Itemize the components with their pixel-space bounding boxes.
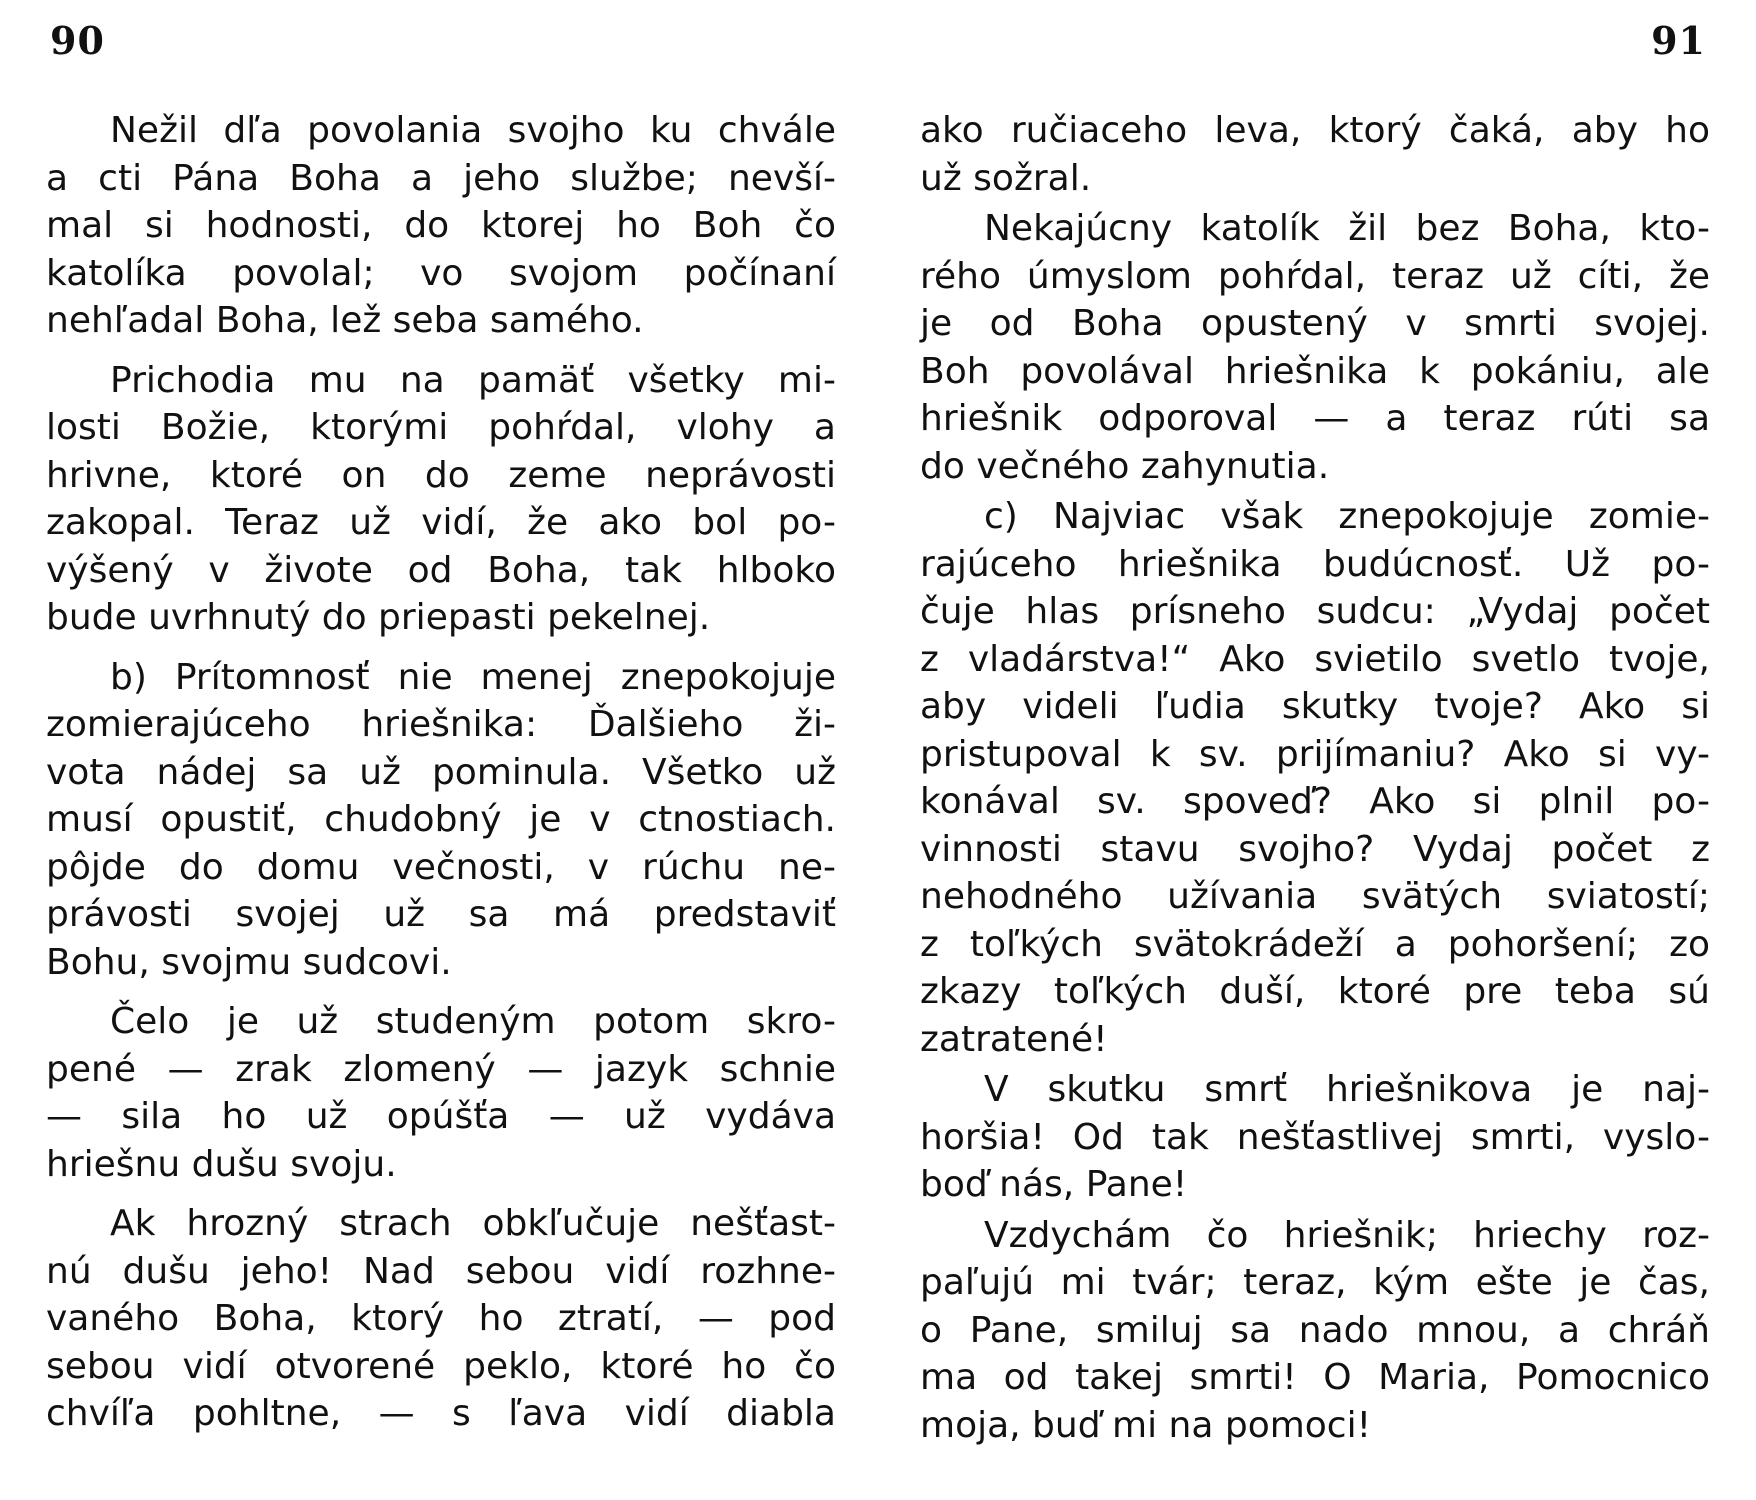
text-line: konával sv. spoveď? Ako si plnil po- xyxy=(920,781,1710,822)
text-line: je od Boha opustený v smrti svojej. xyxy=(920,303,1710,344)
page-number: 91 xyxy=(1651,18,1706,63)
text-line: nehodného užívania svätých sviatostí; xyxy=(920,876,1710,917)
text-line: pené — zrak zlomený — jazyk schnie xyxy=(46,1048,836,1090)
text-line: vinnosti stavu svojho? Vydaj počet z xyxy=(920,828,1710,870)
text-line: hriešnik odporoval — a teraz rúti sa xyxy=(920,398,1710,439)
text-line: vaného Boha, ktorý ho ztratí, — pod xyxy=(46,1298,836,1339)
text-line: zkazy toľkých duší, ktoré pre teba sú xyxy=(920,971,1710,1012)
text-line: katolíka povolal; vo svojom počínaní xyxy=(46,252,836,294)
text-line: do večného zahynutia. xyxy=(920,445,1330,487)
text-line: Boh povolával hriešnika k pokániu, ale xyxy=(920,350,1710,392)
text-line: čuje hlas prísneho sudcu: „Vydaj počet xyxy=(920,591,1710,632)
paragraph xyxy=(920,493,1710,1063)
text-line: V skutku smrť hriešnikova je naj- xyxy=(984,1069,1710,1110)
text-line: už sožral. xyxy=(920,157,1092,199)
text-line: ma od takej smrti! O Maria, Pomocnico xyxy=(920,1357,1710,1398)
paragraph xyxy=(46,654,836,987)
text-line: zatratené! xyxy=(920,1018,1108,1060)
paragraph xyxy=(920,107,1710,202)
text-line: výšený v živote od Boha, tak hlboko xyxy=(46,549,836,591)
text-line: Bohu, svojmu sudcovi. xyxy=(46,941,452,983)
text-line: zomierajúceho hriešnika: Ďalšieho ži- xyxy=(46,704,836,745)
text-line: právosti svojej už sa má predstaviť xyxy=(46,894,836,935)
text-line: hriešnu dušu svoju. xyxy=(46,1143,397,1185)
page-text xyxy=(46,107,836,1438)
text-line: rajúceho hriešnika budúcnosť. Už po- xyxy=(920,543,1710,585)
text-line: bude uvrhnutý do priepasti pekelnej. xyxy=(46,597,711,638)
text-line: aby videli ľudia skutky tvoje? Ako si xyxy=(920,686,1710,727)
text-line: Čelo je už studeným potom skro- xyxy=(110,1001,836,1042)
text-line: boď nás, Pane! xyxy=(920,1164,1188,1205)
text-line: z vladárstva!“ Ako svietilo svetlo tvoje, xyxy=(920,638,1710,680)
text-line: pôjde do domu večnosti, v rúchu ne- xyxy=(46,846,836,888)
text-line: rého úmyslom pohŕdal, teraz už cíti, že xyxy=(920,255,1710,297)
text-line: moja, buď mi na pomoci! xyxy=(920,1404,1372,1446)
text-line: Ak hrozný strach obkľučuje nešťast- xyxy=(110,1203,836,1244)
paragraph xyxy=(46,1200,836,1438)
text-line: c) Najviac však znepokojuje zomie- xyxy=(984,496,1710,537)
text-line: o Pane, smiluj sa nado mnou, a chráň xyxy=(920,1309,1710,1351)
text-line: nehľadal Boha, lež seba samého. xyxy=(46,300,644,341)
paragraph xyxy=(920,1212,1710,1450)
text-line: zakopal. Teraz už vidí, že ako bol po- xyxy=(46,502,836,543)
text-line: z toľkých svätokrádeží a pohoršení; zo xyxy=(920,923,1710,965)
paragraph xyxy=(920,205,1710,490)
text-line: horšia! Od tak nešťastlivej smrti, vyslo- xyxy=(920,1116,1710,1158)
text-line: mal si hodnosti, do ktorej ho Boh čo xyxy=(46,205,836,246)
text-line: Prichodia mu na pamäť všetky mi- xyxy=(110,359,836,401)
paragraph xyxy=(46,357,836,642)
text-line: b) Prítomnosť nie menej znepokojuje xyxy=(110,656,836,698)
paragraph xyxy=(46,107,836,345)
page-text xyxy=(920,107,1710,1449)
text-line: Vzdychám čo hriešnik; hriechy roz- xyxy=(984,1214,1710,1256)
text-line: vota nádej sa už pominula. Všetko už xyxy=(46,751,836,793)
text-line: losti Božie, ktorými pohŕdal, vlohy a xyxy=(46,407,836,448)
text-line: musí opustiť, chudobný je v ctnostiach. xyxy=(46,799,836,840)
right-page xyxy=(878,0,1756,1500)
text-line: a cti Pána Boha a jeho službe; nevší- xyxy=(46,157,836,199)
text-line: nú dušu jeho! Nad sebou vidí rozhne- xyxy=(46,1250,836,1292)
text-line: chvíľa pohltne, — s ľava vidí diabla xyxy=(46,1393,836,1434)
text-line: paľujú mi tvár; teraz, kým ešte je čas, xyxy=(920,1262,1710,1303)
text-line: sebou vidí otvorené peklo, ktoré ho čo xyxy=(46,1345,836,1387)
page-number: 90 xyxy=(50,18,105,63)
text-line: Nekajúcny katolík žil bez Boha, kto- xyxy=(984,208,1710,249)
text-line: — sila ho už opúšťa — už vydáva xyxy=(46,1096,836,1137)
paragraph xyxy=(920,1066,1710,1209)
text-line: hrivne, ktoré on do zeme neprávosti xyxy=(46,454,836,496)
text-line: Nežil dľa povolania svojho ku chvále xyxy=(110,110,836,151)
text-line: ako ručiaceho leva, ktorý čaká, aby ho xyxy=(920,110,1710,151)
paragraph xyxy=(46,998,836,1188)
text-line: pristupoval k sv. prijímaniu? Ako si vy- xyxy=(920,733,1710,775)
